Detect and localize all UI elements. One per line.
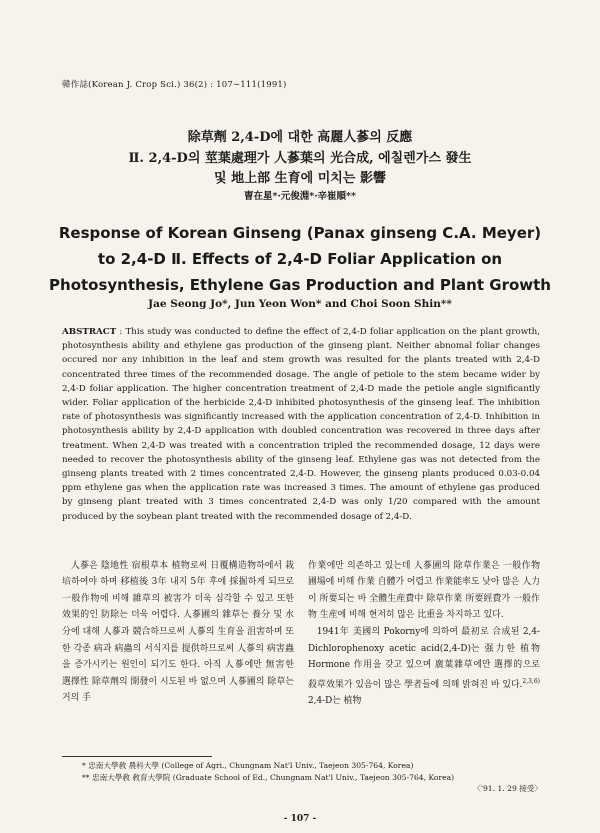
footnote-divider xyxy=(62,756,212,757)
footnote-affiliation-2: ** 忠南大學敎 敎育大學院 (Graduate School of Ed., Chungnam Nat'l Univ., Taejeon 305-764, Korea) xyxy=(82,772,455,782)
body-paragraph: 人蔘은 陰地性 宿根草本 植物로써 日覆構造物하에서 栽培하여야 하며 移植後 3年 내지 5年 후에 採掘하게 되므로 一般作物에 비해 雜草의 被害가 더욱 심각할 수 있고 또한 效果的인 防除는 더욱 어렵다. 人蔘圃의 雜草는 養分 및 水分에 대해 人蔘과 競合하므로써 人蔘의 生育을 沮害하며 또한 각종 病과 病蟲의 서식지를 提供하므로써 人蔘의 病害蟲을 증가시키는 원인이 되기도 한다. 아직 人蔘에만 無害한 選擇性 除草劑의 開發이 시도된 바 없으며 人蔘圃의 除草는 거의 手 xyxy=(62,560,294,704)
page-number: - 107 - xyxy=(283,814,317,824)
korean-title-line-1: 除草劑 2,4-D에 대한 高麗人蔘의 反應 xyxy=(187,130,413,145)
body-paragraph: 作業에만 의존하고 있는데 人蔘圃의 除草作業은 一般作物圃場에 비해 作業 自體가 어렵고 作業能率도 낮아 많은 人力이 所要되는 바 全體生産費中 除草作業 所要經費가 一般作物 生産에 비해 현저히 많은 比重을 차지하고 있다. xyxy=(308,560,540,621)
english-title-block xyxy=(0,220,600,298)
korean-authors: 曺在星*·元俊淵*·辛崔順** xyxy=(244,191,356,202)
reference-superscript: 2,3,6) xyxy=(522,677,540,685)
english-title-line-1: Response of Korean Ginseng (Panax ginseng C.A. Meyer) xyxy=(58,224,542,242)
body-text: 1941年 美國의 Pokorny에 의하여 最初로 合成된 2,4-Dichlorophenoxy acetic acid(2,4-D)는 强力한 植物 Hormone 作用을 갖고 있으며 廣葉雜草에만 選擇的으로 殺草效果가 있음이 많은 學者들에 의해 밝혀진 바 있다. xyxy=(308,626,540,690)
english-authors: Jae Seong Jo*, Jun Yeon Won* and Choi Soon Shin** xyxy=(148,298,452,310)
korean-title-line-3: 및 地上部 生育에 미치는 影響 xyxy=(214,171,386,186)
korean-title-line-2: Ⅱ. 2,4-D의 莖葉處理가 人蔘葉의 光合成, 에칠렌가스 發生 xyxy=(128,151,472,166)
abstract-label: ABSTRACT xyxy=(62,327,117,337)
body-columns xyxy=(62,541,540,727)
received-date: 〈'91. 1. 29 接受〉 xyxy=(473,784,542,793)
journal-citation: 韓作誌(Korean J. Crop Sci.) 36(2) : 107∼111(1991) xyxy=(62,80,287,90)
body-text: 2,4-D는 植物 xyxy=(308,696,362,707)
english-title-line-2: to 2,4-D Ⅱ. Effects of 2,4-D Foliar Application on xyxy=(97,250,503,268)
body-column-left xyxy=(62,541,294,727)
english-title-line-3: Photosynthesis, Ethylene Gas Production and Plant Growth xyxy=(49,276,551,294)
abstract-text: : This study was conducted to define the effect of 2,4-D foliar application on the plant growth, photosynthesis ability and ethylene gas production of the ginseng plant. Neither abnomal foliar changes occured nor any inhibition in the leaf and stem growth was resulted for the plants treated with 2,4-D concentrated three times of the recommended dosage. The angle of petiole to the stem became wider by 2,4-D foliar application. The higher concentration treatment of 2,4-D made the petiole angle significantly wider. Foliar application of the herbicide 2,4-D inhibited photosynthesis of the ginseng leaf. The inhibition rate of photosynthesis was significantly increased with the application concentration of 2,4-D. Inhibition in photosynthesis ability by 2,4-D application with doubled concentration was recovered in three days after treatment. When 2,4-D was treated with a concentration tripled the recommended dosage, 12 days were needed to recover the photosynthesis ability of the ginseng leaf. Ethylene gas was not detected from the ginseng plants treated with 2 times concentrated 2,4-D. However, the ginseng plants produced 0.03-0.04 ppm ethylene gas when the application rate was increased 3 times. The amount of ethylene gas produced by ginseng plant treated with 3 times concentrated 2,4-D was only 1/20 compared with the amount produced by the soybean plant treated with the recommended dosage of 2,4-D. xyxy=(62,327,540,522)
body-paragraph xyxy=(308,624,540,710)
body-column-right xyxy=(308,541,540,727)
abstract xyxy=(62,325,540,524)
korean-title-block xyxy=(0,128,600,204)
footnotes xyxy=(82,760,542,795)
footnote-affiliation-1: * 忠南大學敎 農科大學 (College of Agri., Chungnam Nat'l Univ., Taejeon 305-764, Korea) xyxy=(82,761,414,770)
